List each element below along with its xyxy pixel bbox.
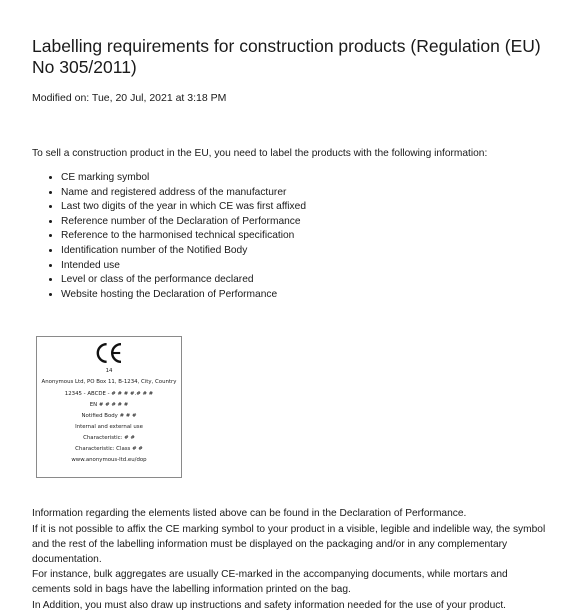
article — [32, 36, 552, 613]
ce-label-example-image — [36, 336, 182, 478]
list-item: • Website hosting the Declaration of Performance — [61, 288, 552, 303]
paragraph: In Addition, you must also draw up instructions and safety information needed for the use of your product. — [32, 599, 506, 611]
label-characteristic-class: Characteristic: Class # # — [75, 446, 143, 452]
label-manufacturer: Anonymous Ltd, PO Box 11, B-1234, City, Country — [41, 379, 177, 386]
paragraph: For instance, bulk aggregates are usually CE-marked in the accompanying documents, while mortars and cements sold in bags have the labelling information printed on the bag. — [32, 569, 508, 596]
label-dop-reference: 12345 - ABCDE - # # # #.# # # — [64, 390, 154, 397]
intro-text: To sell a construction product in the EU, you need to label the products with the following information: — [32, 148, 488, 159]
paragraph: Information regarding the elements listed above can be found in the Declaration of Performance. — [32, 508, 467, 520]
list-item: • Level or class of the performance declared — [61, 273, 552, 288]
label-year: 14 — [105, 368, 113, 375]
list-item: • Reference number of the Declaration of Performance — [61, 215, 552, 230]
label-intended-use: Internal and external use — [75, 423, 143, 430]
label-notified-body: Notified Body # # # — [81, 412, 137, 419]
list-item: • Intended use — [61, 259, 552, 274]
article-title: Labelling requirements for construction products (Regulation (EU) No 305/2011) — [32, 36, 541, 77]
list-item: • Name and registered address of the manufacturer — [61, 186, 552, 201]
list-item: • Reference to the harmonised technical specification — [61, 229, 552, 244]
info-text — [32, 506, 547, 612]
modified-date: Modified on: Tue, 20 Jul, 2021 at 3:18 PM — [32, 92, 227, 104]
list-item: • Last two digits of the year in which CE was first affixed — [61, 200, 552, 215]
label-website: www.anonymous-ltd.eu/dop — [71, 457, 147, 464]
ce-mark-icon — [93, 341, 125, 365]
requirements-list — [32, 171, 552, 302]
label-standard: EN # # # # # — [89, 401, 129, 408]
paragraph: If it is not possible to affix the CE marking symbol to your product in a visible, legible and indelible way, the symbol and the rest of the labelling information must be displayed on the packaging and/or in any complementary documentation. — [32, 523, 546, 565]
list-item: • Identification number of the Notified Body — [61, 244, 552, 259]
label-characteristic: Characteristic: # # — [83, 434, 135, 441]
list-item: • CE marking symbol — [61, 171, 552, 186]
